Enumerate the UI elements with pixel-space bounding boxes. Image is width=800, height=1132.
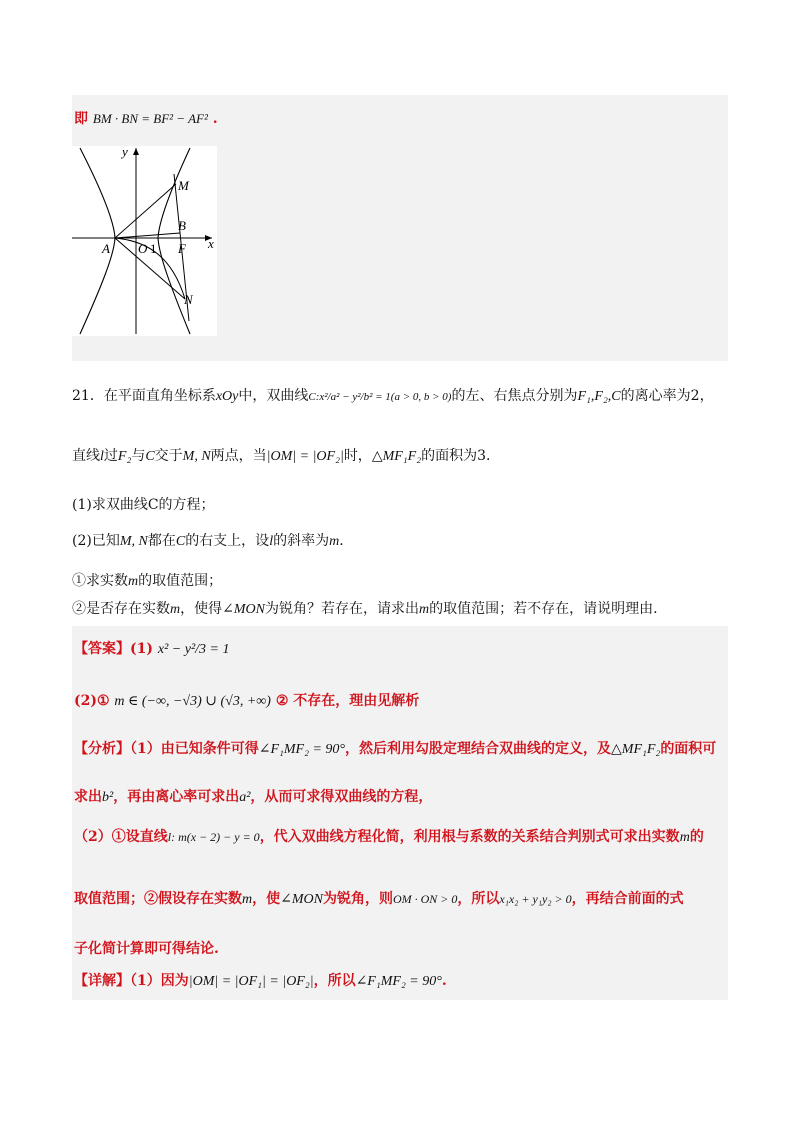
analysis-line-4 bbox=[74, 888, 684, 908]
text-segment: ，使 bbox=[252, 891, 281, 907]
answer-part-2: (2)① bbox=[74, 693, 110, 709]
text-segment: 子化简计算即可得结论. bbox=[74, 941, 219, 957]
text-segment: ，所以 bbox=[313, 973, 356, 989]
period: . bbox=[212, 111, 218, 127]
hyperbola-equation: C:x²/a² − y²/b² = 1(a > 0, b > 0) bbox=[308, 391, 452, 403]
angle-MON: ∠MON bbox=[222, 602, 265, 617]
text-segment: ②是否存在实数 bbox=[72, 601, 170, 617]
text-segment: 取值范围；②假设存在实数 bbox=[74, 891, 242, 907]
analysis-line-1 bbox=[74, 738, 716, 758]
text-segment: 的取值范围； bbox=[138, 573, 223, 589]
text-segment: 的左、右焦点分别为 bbox=[451, 388, 578, 404]
text-segment: （2）①设直线 bbox=[74, 829, 168, 845]
text-segment: 的取值范围；若不存在，请说明理由. bbox=[429, 601, 658, 617]
problem-line-2 bbox=[72, 445, 490, 465]
text-segment: 的离心率为2， bbox=[620, 388, 714, 404]
hyperbola-figure bbox=[72, 146, 217, 336]
var-m: m bbox=[128, 574, 139, 589]
detail-label: 【详解】 bbox=[74, 973, 130, 989]
text-segment: ，代入双曲线方程化简，利用根与系数的关系结合判别式可求出实数 bbox=[259, 829, 680, 845]
text-segment: 时， bbox=[343, 448, 372, 464]
analysis-line-5 bbox=[74, 938, 219, 958]
coord-ineq: x₁x₂ + y₁y₂ > 0 bbox=[499, 892, 572, 906]
label-M: M bbox=[178, 178, 189, 193]
var-m: m bbox=[418, 602, 430, 617]
text-segment: 为锐角？若存在，请求出 bbox=[264, 601, 419, 617]
answer-line-2 bbox=[74, 690, 419, 710]
problem-part-2 bbox=[72, 530, 344, 550]
var-m: m bbox=[170, 602, 181, 617]
foci-names: F₁,F₂,C bbox=[577, 389, 621, 404]
text-segment: 过 bbox=[103, 448, 118, 464]
coord-system: xOy bbox=[215, 389, 239, 404]
var-m: m bbox=[329, 534, 340, 549]
right-angle-eq: ∠F₁MF₂ = 90° bbox=[355, 974, 442, 989]
top-formula-line bbox=[74, 108, 218, 128]
analysis-line-3 bbox=[74, 826, 704, 846]
text-segment: 的右支上，设 bbox=[185, 533, 270, 549]
answer-label: 【答案】 bbox=[74, 641, 130, 657]
text-segment: . bbox=[441, 973, 447, 989]
problem-part-1 bbox=[72, 494, 215, 514]
problem-sub-1 bbox=[72, 570, 222, 590]
text-segment: 都在 bbox=[147, 533, 176, 549]
detail-line bbox=[74, 970, 447, 990]
answer-part-1: (1) bbox=[130, 641, 153, 657]
text-segment: ，从而可求得双曲线的方程， bbox=[250, 789, 433, 805]
y-axis-arrow bbox=[133, 148, 139, 155]
var-l: l bbox=[100, 449, 104, 464]
equal-lengths-eq: |OM| = |OF₁| = |OF₂| bbox=[188, 974, 314, 989]
answer-part-2b: ② 不存在，理由见解析 bbox=[275, 693, 420, 709]
part-1-text: (1)求双曲线C的方程； bbox=[72, 497, 215, 513]
var-m: m bbox=[679, 830, 690, 845]
right-angle-eq: ∠F₁MF₂ = 90° bbox=[258, 742, 346, 757]
label-F: F bbox=[178, 241, 186, 256]
var-MN: M, N bbox=[119, 534, 148, 549]
ji-text: 即 bbox=[74, 111, 88, 127]
text-segment: . bbox=[339, 533, 344, 549]
var-MN: M, N bbox=[182, 449, 211, 464]
text-segment: 两点，当 bbox=[210, 448, 267, 464]
text-segment: 求出 bbox=[74, 789, 102, 805]
text-segment: 直线 bbox=[72, 448, 100, 464]
text-segment: ，使得 bbox=[180, 601, 223, 617]
text-segment: 的面积为3. bbox=[421, 448, 491, 464]
var-C: C bbox=[145, 449, 155, 464]
label-A: A bbox=[102, 241, 110, 256]
text-segment: （1）由已知条件可得 bbox=[130, 741, 259, 757]
text-segment: ，所以 bbox=[457, 891, 500, 907]
label-one: 1 bbox=[150, 241, 157, 256]
var-C: C bbox=[175, 534, 186, 549]
problem-line-1 bbox=[72, 385, 714, 405]
segment-AB bbox=[115, 233, 180, 238]
label-x: x bbox=[208, 236, 214, 251]
segment-AM bbox=[115, 184, 176, 238]
label-O: O bbox=[138, 241, 148, 256]
problem-number-text: 21．在平面直角坐标系 bbox=[72, 388, 216, 404]
vector-identity: BM · BN = BF² − AF² bbox=[92, 111, 208, 126]
text-segment: ，再由离心率可求出 bbox=[113, 789, 240, 805]
text-segment: ①求实数 bbox=[72, 573, 128, 589]
line-equation: l: m(x − 2) − y = 0 bbox=[167, 830, 260, 844]
label-y: y bbox=[122, 146, 128, 159]
label-B: B bbox=[178, 218, 186, 233]
text-segment: 的面积可 bbox=[660, 741, 717, 757]
var-m: m bbox=[242, 892, 253, 907]
answer-range: m ∈ (−∞, −√3) ∪ (√3, +∞) bbox=[114, 694, 271, 709]
hyperbola-diagram bbox=[72, 146, 217, 336]
answer-equation: x² − y²/3 = 1 bbox=[157, 642, 230, 657]
analysis-line-2 bbox=[74, 786, 432, 806]
label-N: N bbox=[184, 292, 193, 307]
answer-line bbox=[74, 638, 229, 658]
analysis-label: 【分析】 bbox=[74, 741, 130, 757]
problem-sub-2 bbox=[72, 598, 658, 618]
var-l: l bbox=[269, 534, 274, 549]
text-segment: 中，双曲线 bbox=[238, 388, 309, 404]
var-F2: F₂ bbox=[117, 449, 132, 464]
text-segment: 为锐角，则 bbox=[322, 891, 393, 907]
text-segment: （1）因为 bbox=[130, 973, 189, 989]
dot-product-ineq: OM · ON > 0 bbox=[392, 892, 458, 906]
text-segment: 交于 bbox=[154, 448, 183, 464]
text-segment: 与 bbox=[131, 448, 146, 464]
text-segment: 的斜率为 bbox=[273, 533, 330, 549]
text-segment: ，然后利用勾股定理结合双曲线的定义，及 bbox=[345, 741, 612, 757]
text-segment: (2)已知 bbox=[72, 533, 120, 549]
triangle-name: △MF₁F₂ bbox=[611, 742, 661, 757]
text-segment: 的 bbox=[689, 829, 704, 845]
triangle-name: △MF₁F₂ bbox=[371, 449, 422, 464]
condition-eq: |OM| = |OF₂| bbox=[266, 449, 344, 464]
var-b2: b² bbox=[102, 790, 114, 805]
var-a2: a² bbox=[239, 790, 251, 805]
angle-MON: ∠MON bbox=[280, 892, 323, 907]
text-segment: ，再结合前面的式 bbox=[571, 891, 684, 907]
